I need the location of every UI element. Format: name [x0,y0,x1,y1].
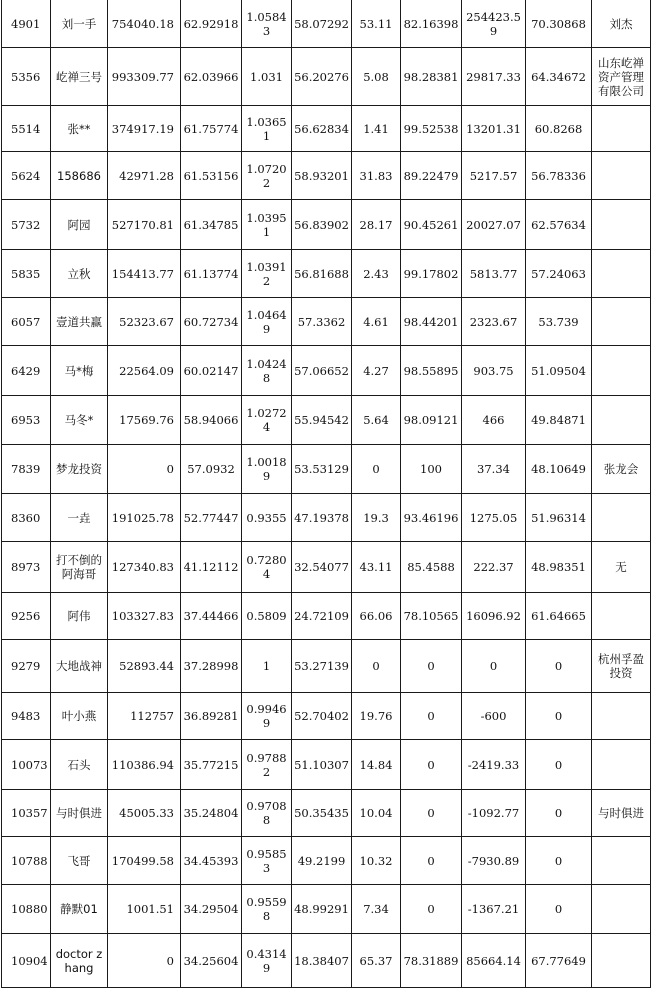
cell-value-4: -1092.77 [462,790,526,837]
cell-value-4: 222.37 [462,542,526,593]
cell-value-1: 24.72109 [292,593,352,640]
cell-ratio: 0.99469 [242,693,292,740]
cell-value-2: 28.17 [352,200,401,250]
cell-score: 35.24804 [181,790,242,837]
cell-value-5: 0 [526,640,592,693]
cell-name: 阿伟 [51,593,108,640]
cell-value-4: 466 [462,396,526,445]
cell-id: 9483 [2,693,51,740]
cell-value-3: 0 [401,740,462,790]
cell-value-2: 5.64 [352,396,401,445]
cell-capital: 1001.51 [108,885,181,934]
cell-note [592,106,651,152]
cell-value-1: 53.27139 [292,640,352,693]
cell-value-3: 78.10565 [401,593,462,640]
cell-ratio: 0.72804 [242,542,292,593]
cell-id: 6057 [2,298,51,346]
table-row [2,298,651,346]
cell-value-5: 0 [526,885,592,934]
cell-name: 刘一手 [51,0,108,48]
cell-ratio: 1.03951 [242,200,292,250]
cell-capital: 374917.19 [108,106,181,152]
cell-value-2: 7.34 [352,885,401,934]
cell-value-5: 64.34672 [526,48,592,106]
cell-score: 61.53156 [181,152,242,200]
cell-note [592,934,651,988]
cell-name: 阿园 [51,200,108,250]
cell-ratio: 0.43149 [242,934,292,988]
cell-id: 10880 [2,885,51,934]
cell-score: 34.25604 [181,934,242,988]
table-row [2,106,651,152]
cell-capital: 22564.09 [108,346,181,396]
cell-value-4: 20027.07 [462,200,526,250]
cell-value-3: 100 [401,445,462,494]
cell-id: 7839 [2,445,51,494]
cell-value-3: 98.44201 [401,298,462,346]
cell-value-1: 56.62834 [292,106,352,152]
cell-score: 61.34785 [181,200,242,250]
cell-capital: 112757 [108,693,181,740]
cell-value-1: 50.35435 [292,790,352,837]
cell-note [592,152,651,200]
table-row [2,885,651,934]
cell-name: 屹禅三号 [51,48,108,106]
cell-score: 36.89281 [181,693,242,740]
cell-note: 与时俱进 [592,790,651,837]
cell-id: 6429 [2,346,51,396]
cell-capital: 52893.44 [108,640,181,693]
cell-value-1: 56.81688 [292,250,352,298]
cell-ratio: 0.95598 [242,885,292,934]
cell-capital: 42971.28 [108,152,181,200]
cell-ratio: 1 [242,640,292,693]
cell-score: 35.77215 [181,740,242,790]
cell-ratio: 1.00189 [242,445,292,494]
cell-ratio: 0.97882 [242,740,292,790]
cell-id: 5624 [2,152,51,200]
ranking-table [1,0,651,988]
cell-value-4: 254423.59 [462,0,526,48]
cell-note: 山东屹禅资产管理有限公司 [592,48,651,106]
cell-value-1: 18.38407 [292,934,352,988]
table-row [2,837,651,885]
cell-note [592,740,651,790]
cell-score: 41.12112 [181,542,242,593]
cell-note [592,200,651,250]
cell-value-2: 0 [352,640,401,693]
cell-value-1: 56.83902 [292,200,352,250]
cell-name: 张** [51,106,108,152]
cell-name: 马*梅 [51,346,108,396]
cell-value-4: 29817.33 [462,48,526,106]
cell-value-4: 903.75 [462,346,526,396]
cell-note: 张龙会 [592,445,651,494]
cell-value-5: 0 [526,740,592,790]
cell-name: 与时俱进 [51,790,108,837]
cell-capital: 52323.67 [108,298,181,346]
cell-ratio: 0.95853 [242,837,292,885]
cell-ratio: 0.97088 [242,790,292,837]
cell-value-1: 48.99291 [292,885,352,934]
cell-note: 刘杰 [592,0,651,48]
table-row [2,0,651,48]
cell-value-2: 19.3 [352,494,401,542]
cell-value-4: -1367.21 [462,885,526,934]
cell-note [592,494,651,542]
cell-name: 158686 [51,152,108,200]
cell-value-1: 51.10307 [292,740,352,790]
cell-ratio: 1.02724 [242,396,292,445]
cell-capital: 154413.77 [108,250,181,298]
cell-value-2: 4.27 [352,346,401,396]
cell-value-3: 82.16398 [401,0,462,48]
cell-value-2: 19.76 [352,693,401,740]
cell-value-5: 61.64665 [526,593,592,640]
table-row [2,396,651,445]
table-body [2,0,651,988]
cell-capital: 170499.58 [108,837,181,885]
cell-value-5: 49.84871 [526,396,592,445]
cell-value-3: 90.45261 [401,200,462,250]
cell-score: 62.92918 [181,0,242,48]
cell-name: doctor zhang [51,934,108,988]
cell-value-3: 89.22479 [401,152,462,200]
cell-note: 杭州孚盈投资 [592,640,651,693]
cell-capital: 103327.83 [108,593,181,640]
cell-id: 5356 [2,48,51,106]
cell-value-4: 1275.05 [462,494,526,542]
table-row [2,693,651,740]
table-row [2,640,651,693]
cell-capital: 17569.76 [108,396,181,445]
cell-capital: 0 [108,934,181,988]
cell-ratio: 0.9355 [242,494,292,542]
cell-value-3: 0 [401,837,462,885]
cell-score: 57.0932 [181,445,242,494]
cell-score: 60.02147 [181,346,242,396]
cell-value-5: 48.98351 [526,542,592,593]
cell-value-5: 56.78336 [526,152,592,200]
cell-value-3: 0 [401,693,462,740]
cell-value-3: 0 [401,640,462,693]
cell-value-4: 13201.31 [462,106,526,152]
cell-value-4: 2323.67 [462,298,526,346]
cell-score: 52.77447 [181,494,242,542]
cell-name: 梦龙投资 [51,445,108,494]
cell-capital: 754040.18 [108,0,181,48]
cell-value-1: 49.2199 [292,837,352,885]
cell-value-2: 31.83 [352,152,401,200]
cell-value-3: 99.17802 [401,250,462,298]
cell-value-4: -7930.89 [462,837,526,885]
cell-id: 4901 [2,0,51,48]
cell-ratio: 1.05843 [242,0,292,48]
cell-id: 10357 [2,790,51,837]
cell-note [592,593,651,640]
cell-value-3: 98.28381 [401,48,462,106]
cell-value-2: 53.11 [352,0,401,48]
cell-id: 5732 [2,200,51,250]
cell-name: 叶小燕 [51,693,108,740]
table-row [2,152,651,200]
cell-value-4: -2419.33 [462,740,526,790]
cell-id: 8973 [2,542,51,593]
cell-value-1: 57.06652 [292,346,352,396]
cell-value-2: 5.08 [352,48,401,106]
cell-ratio: 1.03912 [242,250,292,298]
cell-name: 立秋 [51,250,108,298]
table-row [2,542,651,593]
cell-score: 61.75774 [181,106,242,152]
cell-value-4: 5217.57 [462,152,526,200]
cell-note [592,396,651,445]
cell-value-5: 67.77649 [526,934,592,988]
cell-id: 10904 [2,934,51,988]
cell-ratio: 1.031 [242,48,292,106]
cell-value-1: 53.53129 [292,445,352,494]
cell-value-1: 32.54077 [292,542,352,593]
cell-note: 无 [592,542,651,593]
cell-value-2: 14.84 [352,740,401,790]
cell-value-1: 58.07292 [292,0,352,48]
table-row [2,494,651,542]
cell-value-2: 10.04 [352,790,401,837]
cell-value-5: 53.739 [526,298,592,346]
cell-value-1: 58.93201 [292,152,352,200]
cell-score: 62.03966 [181,48,242,106]
cell-note [592,298,651,346]
cell-name: 马冬* [51,396,108,445]
table-row [2,593,651,640]
cell-capital: 0 [108,445,181,494]
cell-note [592,837,651,885]
table-row [2,346,651,396]
cell-ratio: 1.03651 [242,106,292,152]
cell-value-5: 0 [526,837,592,885]
cell-value-4: 0 [462,640,526,693]
cell-score: 58.94066 [181,396,242,445]
cell-value-4: 85664.14 [462,934,526,988]
cell-value-1: 55.94542 [292,396,352,445]
cell-capital: 127340.83 [108,542,181,593]
cell-value-5: 51.09504 [526,346,592,396]
table-row [2,740,651,790]
cell-ratio: 0.5809 [242,593,292,640]
cell-value-4: 16096.92 [462,593,526,640]
cell-value-1: 47.19378 [292,494,352,542]
table-row [2,250,651,298]
cell-value-3: 78.31889 [401,934,462,988]
cell-value-5: 60.8268 [526,106,592,152]
cell-value-2: 0 [352,445,401,494]
cell-capital: 191025.78 [108,494,181,542]
table-row [2,934,651,988]
cell-value-4: 5813.77 [462,250,526,298]
cell-value-4: -600 [462,693,526,740]
cell-id: 5835 [2,250,51,298]
cell-value-5: 51.96314 [526,494,592,542]
cell-id: 9279 [2,640,51,693]
cell-value-2: 4.61 [352,298,401,346]
cell-value-1: 57.3362 [292,298,352,346]
cell-name: 壹道共赢 [51,298,108,346]
cell-value-5: 70.30868 [526,0,592,48]
cell-capital: 45005.33 [108,790,181,837]
table-row [2,790,651,837]
cell-value-4: 37.34 [462,445,526,494]
cell-value-3: 0 [401,885,462,934]
cell-value-5: 48.10649 [526,445,592,494]
cell-capital: 527170.81 [108,200,181,250]
cell-capital: 110386.94 [108,740,181,790]
cell-score: 61.13774 [181,250,242,298]
cell-value-3: 0 [401,790,462,837]
cell-score: 34.45393 [181,837,242,885]
cell-value-2: 2.43 [352,250,401,298]
cell-value-5: 0 [526,693,592,740]
cell-name: 打不倒的阿海哥 [51,542,108,593]
cell-note [592,346,651,396]
cell-value-3: 93.46196 [401,494,462,542]
cell-id: 10788 [2,837,51,885]
cell-ratio: 1.07202 [242,152,292,200]
cell-value-2: 43.11 [352,542,401,593]
cell-score: 37.28998 [181,640,242,693]
cell-value-5: 0 [526,790,592,837]
cell-value-3: 85.4588 [401,542,462,593]
cell-id: 5514 [2,106,51,152]
cell-value-3: 98.55895 [401,346,462,396]
cell-value-2: 65.37 [352,934,401,988]
cell-name: 大地战神 [51,640,108,693]
cell-ratio: 1.04649 [242,298,292,346]
cell-id: 9256 [2,593,51,640]
cell-note [592,885,651,934]
cell-value-3: 98.09121 [401,396,462,445]
cell-score: 34.29504 [181,885,242,934]
cell-value-5: 62.57634 [526,200,592,250]
cell-name: 一垚 [51,494,108,542]
table-row [2,48,651,106]
cell-id: 10073 [2,740,51,790]
cell-id: 6953 [2,396,51,445]
cell-value-2: 10.32 [352,837,401,885]
cell-name: 飞哥 [51,837,108,885]
cell-name: 石头 [51,740,108,790]
cell-id: 8360 [2,494,51,542]
table-row [2,445,651,494]
table-row [2,200,651,250]
cell-value-2: 1.41 [352,106,401,152]
cell-note [592,693,651,740]
cell-note [592,250,651,298]
cell-value-5: 57.24063 [526,250,592,298]
cell-capital: 993309.77 [108,48,181,106]
cell-name: 静默01 [51,885,108,934]
cell-score: 60.72734 [181,298,242,346]
cell-value-2: 66.06 [352,593,401,640]
cell-value-1: 52.70402 [292,693,352,740]
cell-value-3: 99.52538 [401,106,462,152]
cell-score: 37.44466 [181,593,242,640]
cell-value-1: 56.20276 [292,48,352,106]
cell-ratio: 1.04248 [242,346,292,396]
